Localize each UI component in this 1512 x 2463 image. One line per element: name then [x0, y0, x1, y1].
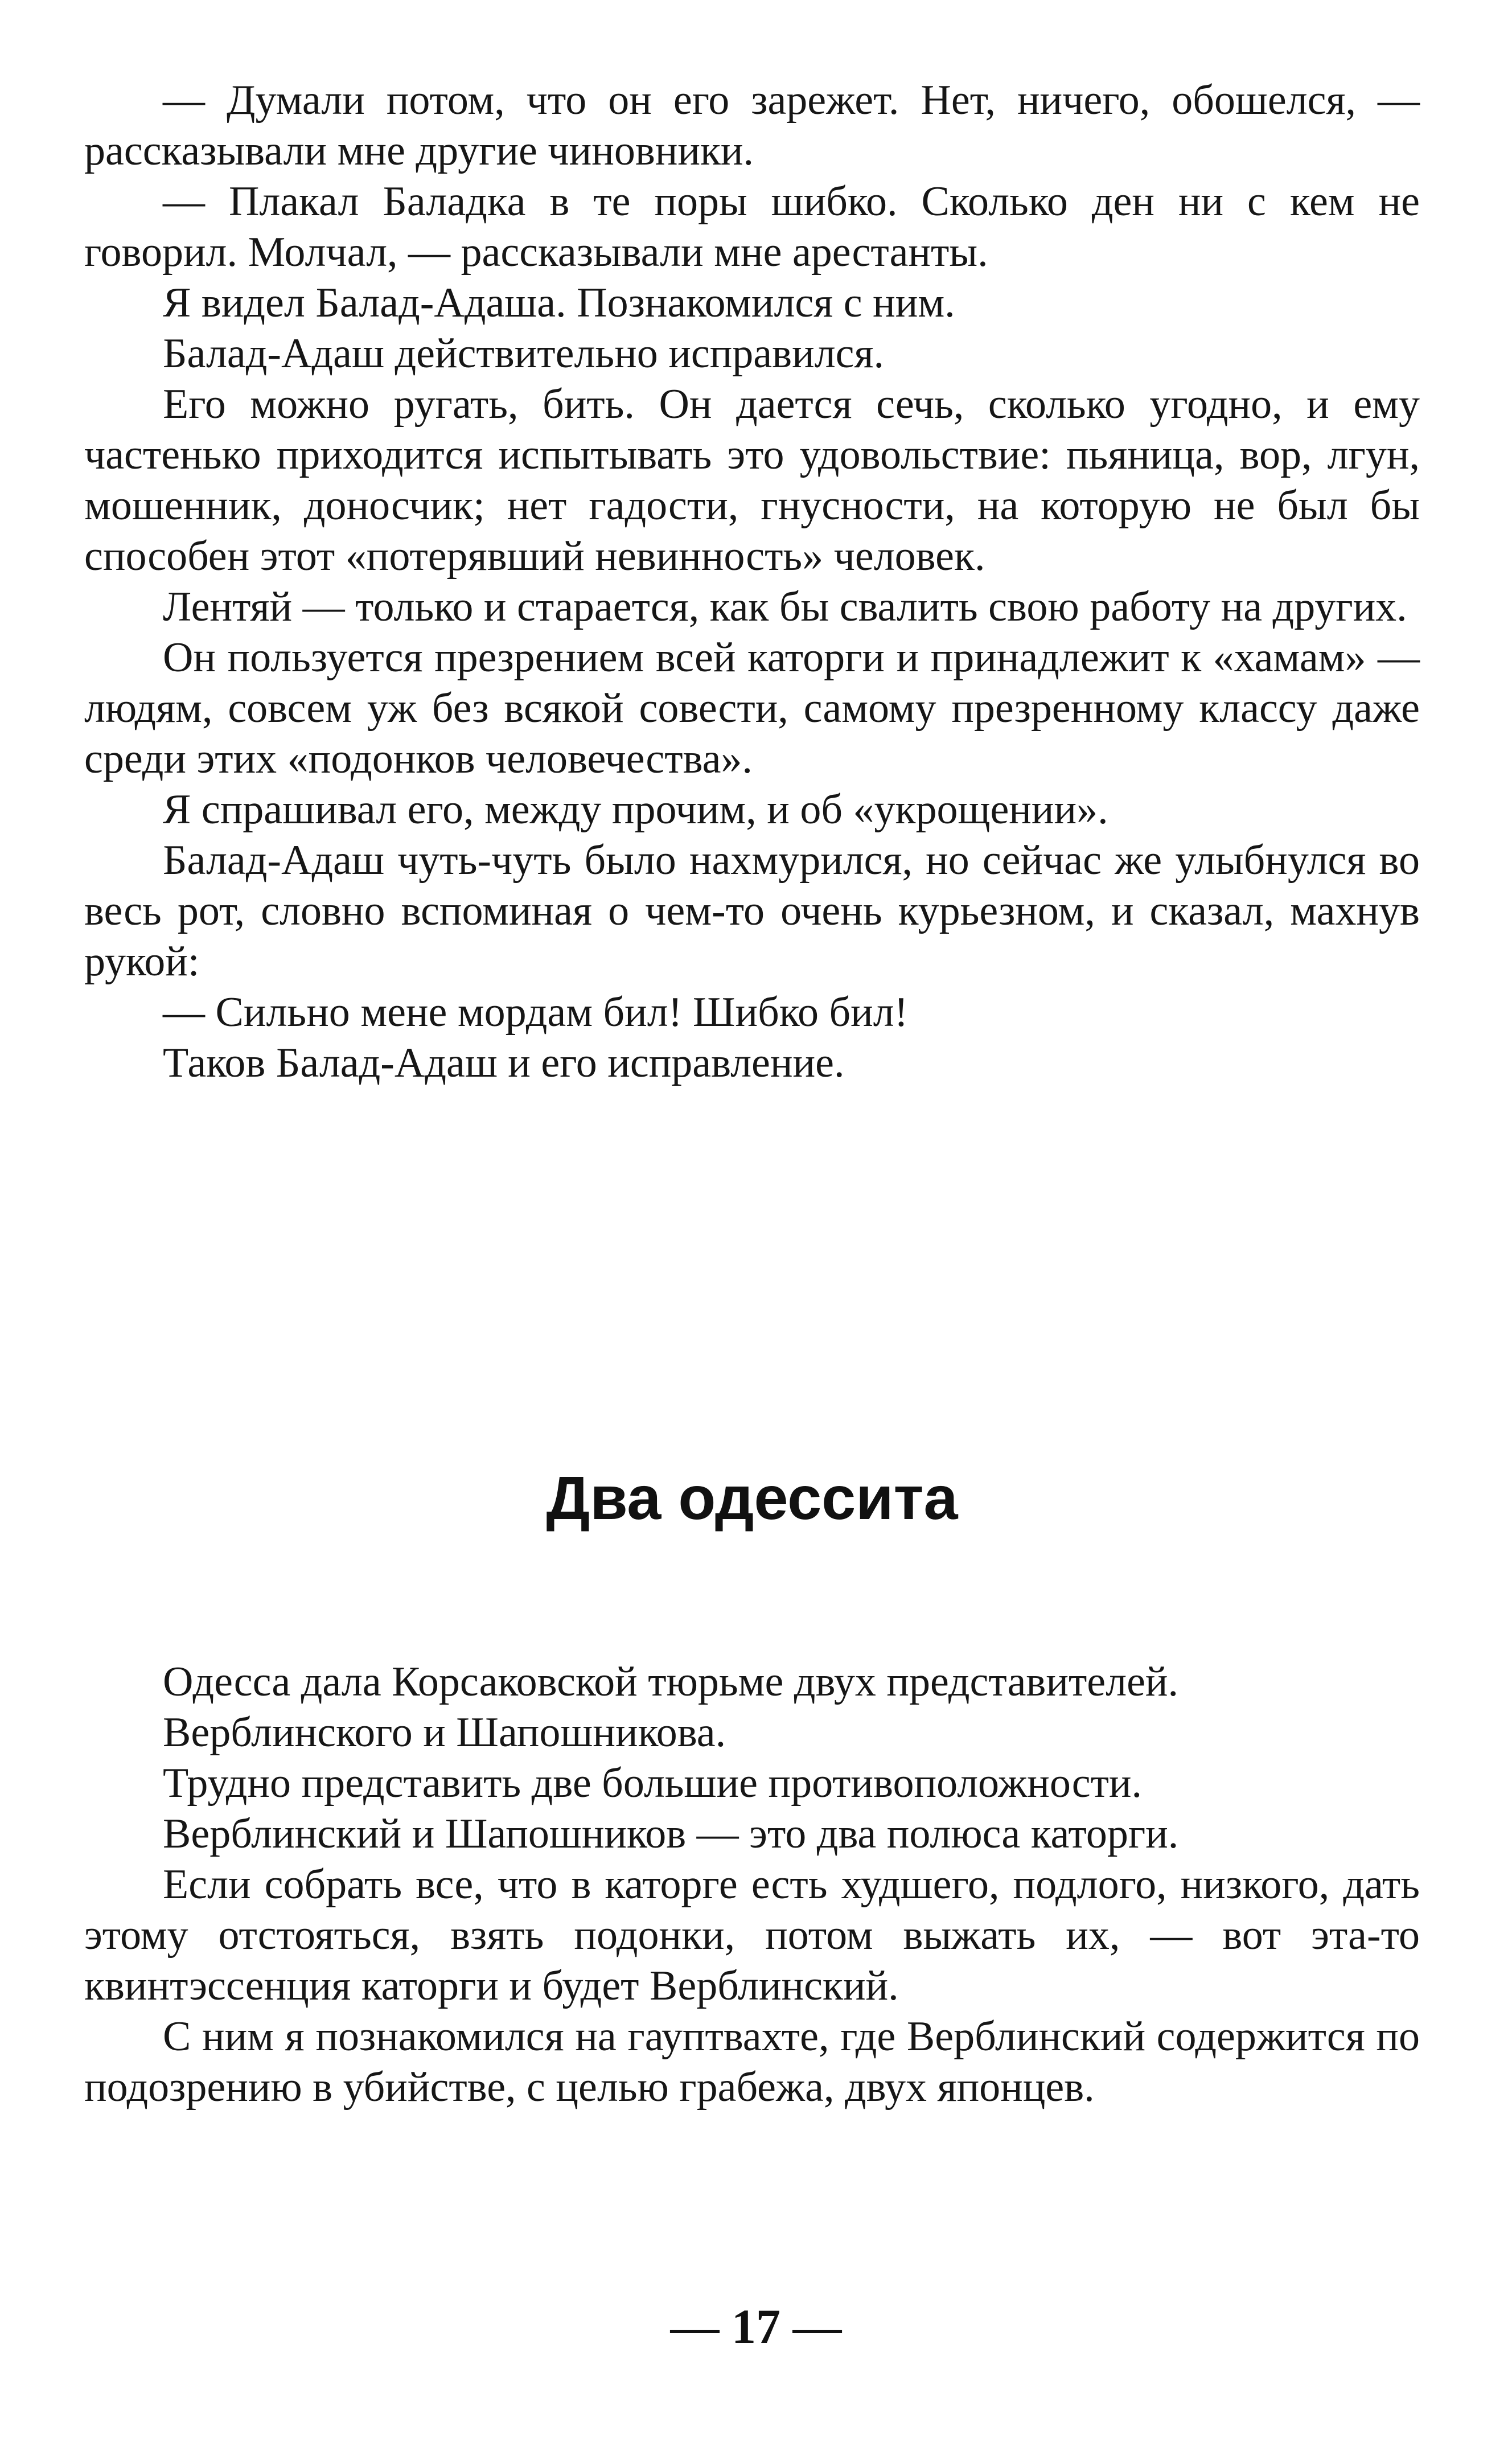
paragraph: Одесса дала Корсаковской тюрьме двух представителей. [163, 1659, 1179, 1705]
paragraph: Я видел Балад-Адаша. Познакомился с ним. [163, 280, 955, 326]
paragraph: Балад-Адаш чуть-чуть было нахмурился, но сейчас же улыбнулся во весь рот, словно вспоминая о чем-то очень курьезном, и сказал, махнув рукой: [84, 837, 1420, 985]
paragraph: Трудно представить две большие противоположности. [163, 1760, 1143, 1807]
text-block-top [84, 75, 1420, 1089]
section-heading-wrap [84, 1461, 1420, 1535]
paragraph: Если собрать все, что в каторге есть худшего, подлого, низкого, дать этому отстояться, взять подонки, потом выжать их, — вот эта-то квинтэссенция каторги и будет Верблинский. [84, 1861, 1420, 2009]
paragraph: С ним я познакомился на гауптвахте, где Верблинский содержится по подозрению в убийстве, с целью грабежа, двух японцев. [84, 2013, 1420, 2111]
paragraph: — Плакал Баладка в те поры шибко. Сколько ден ни с кем не говорил. Молчал, — рассказывали мне арестанты. [84, 178, 1420, 276]
paragraph: — Думали потом, что он его зарежет. Нет, ничего, обошелся, — рассказывали мне другие чиновники. [84, 77, 1420, 174]
paragraph: Верблинского и Шапошникова. [163, 1709, 726, 1756]
paragraph: Я спрашивал его, между прочим, и об «укрощении». [163, 786, 1108, 833]
paragraph: — Сильно мене мордам бил! Шибко бил! [163, 989, 909, 1036]
paragraph: Лентяй — только и старается, как бы свалить свою работу на других. [163, 584, 1407, 630]
paragraph: Балад-Адаш действительно исправился. [163, 330, 884, 377]
paragraph: Таков Балад-Адаш и его исправление. [163, 1040, 845, 1086]
text-block-bottom [84, 1657, 1420, 2113]
paragraph: Его можно ругать, бить. Он дается сечь, сколько угодно, и ему частенько приходится испытывать это удовольствие: пьяница, вор, лгун, мошенник, доносчик; нет гадости, гнусности, на которую не был бы способен этот «потерявший невинность» человек. [84, 381, 1420, 580]
paragraph: Верблинский и Шапошников — это два полюса каторги. [163, 1811, 1179, 1857]
paragraph: Он пользуется презрением всей каторги и принадлежит к «хамам» — людям, совсем уж без всякой совести, самому презренному классу даже среди этих «подонков человечества». [84, 634, 1420, 782]
book-page [84, 75, 1420, 2111]
section-title: Два одессита [546, 1463, 958, 1532]
page-number: — 17 — [670, 2299, 842, 2354]
